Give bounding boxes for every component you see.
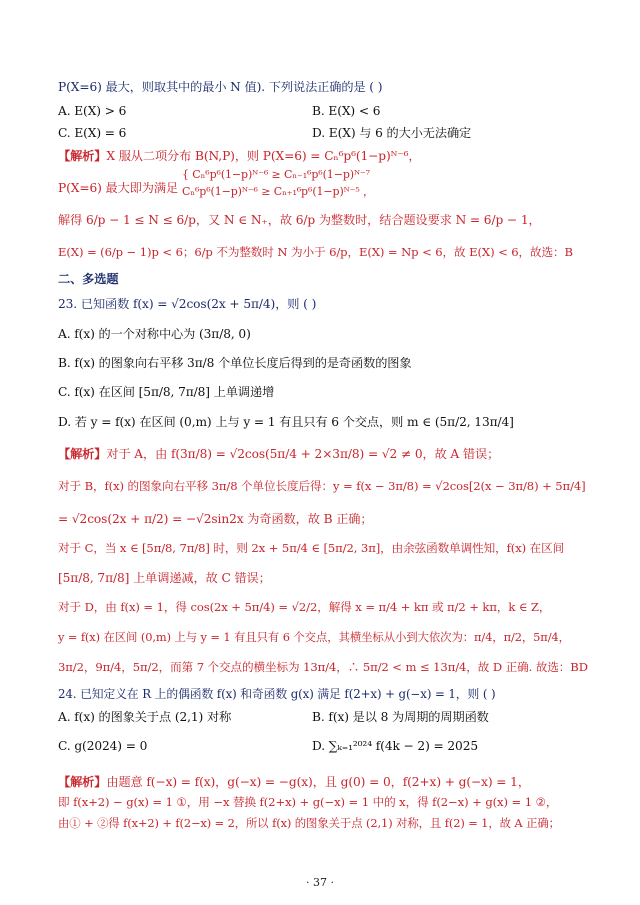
option-a: A. f(x) 的图象关于点 (2,1) 对称	[58, 710, 232, 724]
solution-line: [5π/8, 7π/8] 上单调递减，故 C 错误；	[58, 571, 271, 585]
option-c: C. f(x) 在区间 [5π/8, 7π/8] 上单调递增	[58, 385, 275, 399]
question-23: 23. 已知函数 f(x) = √2cos(2x + 5π/4)，则 ( )	[58, 297, 317, 311]
solution-line: 由① + ②得 f(x+2) + f(2−x) = 2，所以 f(x) 的图象关于点 (2,1) 对称，且 f(2) = 1，故 A 正确；	[58, 816, 560, 830]
option-d: D. E(X) 与 6 的大小无法确定	[312, 126, 472, 140]
option-d: D. ∑ₖ₌₁²⁰²⁴ f(4k − 2) = 2025	[312, 739, 479, 753]
solution-line: Cₙ⁶p⁶(1−p)ᴺ⁻⁶ ≥ Cₙ₊₁⁶p⁶(1−p)ᴺ⁻⁵ ，	[182, 185, 374, 198]
option-b: B. E(X) < 6	[312, 104, 381, 118]
solution-line: 即 f(x+2) − g(x) = 1 ①，用 −x 替换 f(2+x) + g(−x) = 1 中的 x，得 f(2−x) + g(x) = 1 ②，	[58, 795, 558, 809]
option-c: C. E(X) = 6	[58, 126, 127, 140]
question-24: 24. 已知定义在 R 上的偶函数 f(x) 和奇函数 g(x) 满足 f(2+x) + g(−x) = 1，则 ( )	[58, 687, 496, 701]
solution-line	[58, 447, 499, 461]
solution-line: 解得 6/p − 1 ≤ N ≤ 6/p，又 N ∈ N₊，故 6/p 为整数时，结合题设要求 N = 6/p − 1，	[58, 213, 541, 227]
solution-text: X 服从二项分布 B(N,P)，则 P(X=6) = Cₙ⁶p⁶(1−p)ᴺ⁻⁶，	[106, 149, 421, 163]
option-a: A. f(x) 的一个对称中心为 (3π/8, 0)	[58, 327, 251, 341]
solution-line: = √2cos(2x + π/2) = −√2sin2x 为奇函数，故 B 正确；	[58, 512, 373, 526]
solution-line	[58, 149, 420, 163]
solution-line	[58, 775, 530, 789]
text-line: P(X=6) 最大，则取其中的最小 N 值). 下列说法正确的是 ( )	[58, 80, 383, 94]
solution-tag: 【解析】	[58, 149, 107, 163]
page-number: · 37 ·	[306, 876, 334, 889]
solution-line: 对于 C，当 x ∈ [5π/8, 7π/8] 时，则 2x + 5π/4 ∈ [5π/2, 3π]，由余弦函数单调性知，f(x) 在区间	[58, 541, 565, 555]
solution-line: 对于 B，f(x) 的图象向右平移 3π/8 个单位长度后得：y = f(x − 3π/8) = √2cos[2(x − 3π/8) + 5π/4]	[58, 479, 586, 493]
option-c: C. g(2024) = 0	[58, 739, 148, 753]
solution-text: 由题意 f(−x) = f(x)，g(−x) = −g(x)，且 g(0) = 0，f(2+x) + g(−x) = 1，	[106, 775, 530, 789]
solution-line: E(X) = (6/p − 1)p < 6；6/p 不为整数时 N 为小于 6/p，E(X) = Np < 6，故 E(X) < 6，故选：B	[58, 245, 573, 259]
solution-tag: 【解析】	[58, 775, 107, 789]
solution-tag: 【解析】	[58, 447, 107, 461]
option-b: B. f(x) 的图象向右平移 3π/8 个单位长度后得到的是奇函数的图象	[58, 356, 412, 370]
solution-line: 对于 D，由 f(x) = 1，得 cos(2x + 5π/4) = √2/2，解得 x = π/4 + kπ 或 π/2 + kπ，k ∈ Z，	[58, 600, 551, 614]
solution-line: { Cₙ⁶p⁶(1−p)ᴺ⁻⁶ ≥ Cₙ₋₁⁶p⁶(1−p)ᴺ⁻⁷	[182, 168, 370, 181]
solution-line: P(X=6) 最大即为满足	[58, 181, 179, 195]
solution-text: 对于 A，由 f(3π/8) = √2cos(5π/4 + 2×3π/8) = √2 ≠ 0，故 A 错误；	[106, 447, 500, 461]
solution-line: 3π/2，9π/4，5π/2，而第 7 个交点的横坐标为 13π/4，∴ 5π/2 < m ≤ 13π/4，故 D 正确. 故选：BD	[58, 660, 588, 674]
option-d: D. 若 y = f(x) 在区间 (0,m) 上与 y = 1 有且只有 6 个交点，则 m ∈ (5π/2, 13π/4]	[58, 415, 514, 429]
section-heading: 二、多选题	[58, 272, 119, 286]
option-a: A. E(X) > 6	[58, 104, 127, 118]
solution-line: y = f(x) 在区间 (0,m) 上与 y = 1 有且只有 6 个交点，其横坐标从小到大依次为：π/4，π/2，5π/4，	[58, 630, 570, 644]
option-b: B. f(x) 是以 8 为周期的周期函数	[312, 710, 489, 724]
